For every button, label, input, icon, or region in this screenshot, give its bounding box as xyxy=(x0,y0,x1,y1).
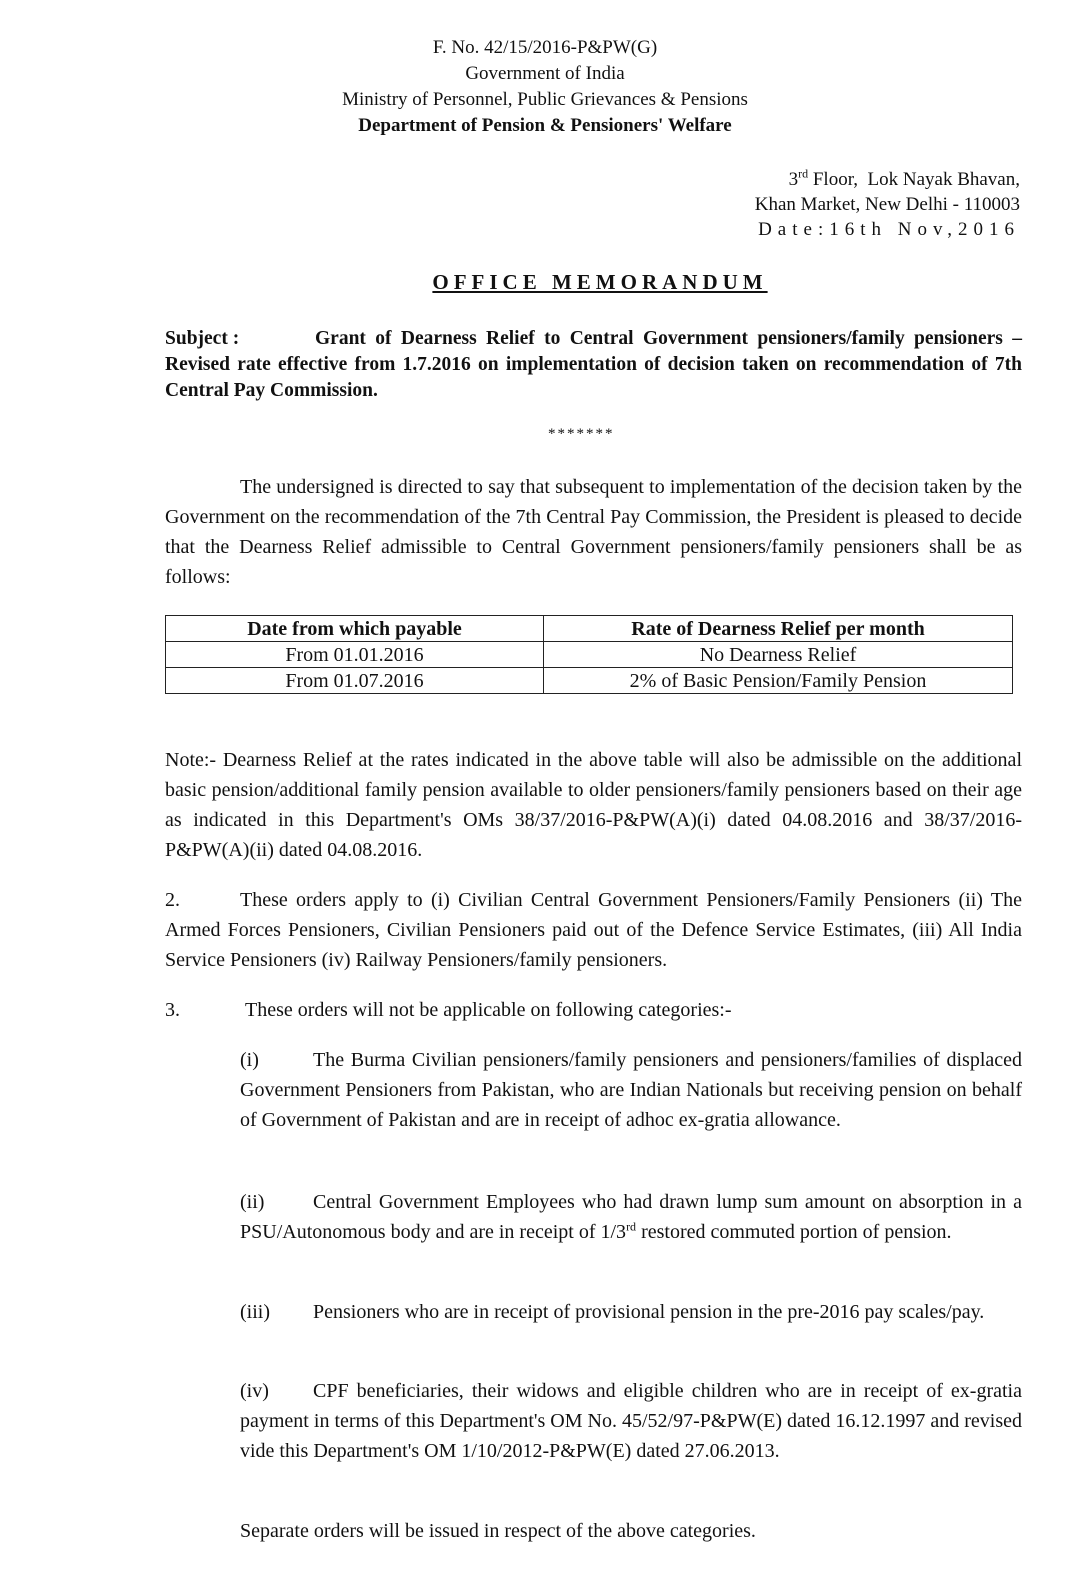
page-title xyxy=(300,270,900,295)
item-number: (i) xyxy=(240,1049,259,1071)
item-text: The Burma Civilian pensioners/family pensioners and pensioners/families of displaced Government Pensioners from Pakistan, who are Indian Nationals but receiving pension on behalf of Government of Pakistan and are in receipt of adhoc ex-gratia allowance. xyxy=(240,1049,1022,1131)
exclusion-item-i xyxy=(240,1045,1022,1135)
government-name: Government of India xyxy=(465,63,625,84)
address-line-2: Khan Market, New Delhi - 110003 xyxy=(754,194,1020,215)
dearness-relief-table xyxy=(165,615,1013,694)
subject-text: Grant of Dearness Relief to Central Government pensioners/family pensioners – Revised rate effective from 1.7.2016 on implementation of decision taken on recommendation of 7th Central Pay Commission. xyxy=(165,328,1022,401)
table-cell: No Dearness Relief xyxy=(544,642,1013,668)
address-line-1 xyxy=(690,167,1020,192)
table-cell: From 01.07.2016 xyxy=(166,668,544,694)
title-text: OFFICE MEMORANDUM xyxy=(432,270,768,294)
column-header: Date from which payable xyxy=(166,616,544,642)
exclusion-item-iv xyxy=(240,1376,1022,1466)
paragraph-3-text: These orders will not be applicable on following categories:- xyxy=(245,999,732,1021)
item-text: Central Government Employees who had drawn lump sum amount on absorption in a PSU/Autonomous body and are in receipt of 1/3 xyxy=(240,1191,1022,1243)
table-header-row xyxy=(166,616,1013,642)
memo-date: Date:16th Nov,2016 xyxy=(758,219,1020,240)
exclusion-item-ii xyxy=(240,1187,1022,1247)
column-header: Rate of Dearness Relief per month xyxy=(544,616,1013,642)
floor-suffix: rd xyxy=(798,166,809,181)
note-paragraph: Note:- Dearness Relief at the rates indicated in the above table will also be admissible on the additional basic pension/additional family pension available to older pensioners/family pensioners based on their age as indicated in this Department's OMs 38/37/2016-P&PW(A)(i) dated 04.08.2016 and 38/37/2016-P&PW(A)(ii) dated 04.08.2016. xyxy=(165,749,1022,861)
table-cell: 2% of Basic Pension/Family Pension xyxy=(544,668,1013,694)
item-number: (iv) xyxy=(240,1380,269,1402)
item-number: (iii) xyxy=(240,1301,270,1323)
separator-stars: ******* xyxy=(548,426,615,442)
floor-number: 3 xyxy=(788,169,799,190)
item-text: CPF beneficiaries, their widows and eligible children who are in receipt of ex-gratia payment in terms of this Department's OM No. 45/52/97-P&PW(E) dated 16.12.1997 and revised vide this Department's OM 1/10/2012-P&PW(E) dated 27.06.2013. xyxy=(240,1380,1022,1462)
paragraph-1: The undersigned is directed to say that subsequent to implementation of the decision taken by the Government on the recommendation of the 7th Central Pay Commission, the President is pleased to decide that the Dearness Relief admissible to Central Government pensioners/family pensioners shall be as follows: xyxy=(165,476,1022,588)
item-text: Pensioners who are in receipt of provisional pension in the pre-2016 pay scales/pay. xyxy=(313,1301,985,1323)
item-text-continued: restored commuted portion of pension. xyxy=(636,1221,952,1243)
paragraph-2-text: These orders apply to (i) Civilian Central Government Pensioners/Family Pensioners (ii) The Armed Forces Pensioners, Civilian Pensioners paid out of the Defence Service Estimates, (iii) All India Service Pensioners (iv) Railway Pensioners/family pensioners. xyxy=(165,889,1022,971)
letterhead xyxy=(245,35,845,139)
paragraph-2 xyxy=(165,885,1022,975)
file-number: F. No. 42/15/2016-P&PW(G) xyxy=(432,37,658,58)
table-cell: From 01.01.2016 xyxy=(166,642,544,668)
closing-line: Separate orders will be issued in respect of the above categories. xyxy=(240,1520,756,1542)
address-line-1-text: Floor, Lok Nayak Bhavan, xyxy=(808,169,1020,190)
exclusion-item-iii xyxy=(240,1297,1022,1327)
table-row xyxy=(166,668,1013,694)
paragraph-number: 3. xyxy=(165,999,180,1021)
item-number: (ii) xyxy=(240,1191,265,1213)
table-row xyxy=(166,642,1013,668)
paragraph-3 xyxy=(165,995,1022,1025)
item-superscript: rd xyxy=(626,1219,637,1234)
subject xyxy=(165,326,1022,404)
subject-label: Subject : xyxy=(165,328,240,349)
ministry-name: Ministry of Personnel, Public Grievances & Pensions xyxy=(342,89,748,110)
department-name: Department of Pension & Pensioners' Welfare xyxy=(358,115,732,136)
paragraph-number: 2. xyxy=(165,889,180,911)
address-block xyxy=(690,167,1020,242)
